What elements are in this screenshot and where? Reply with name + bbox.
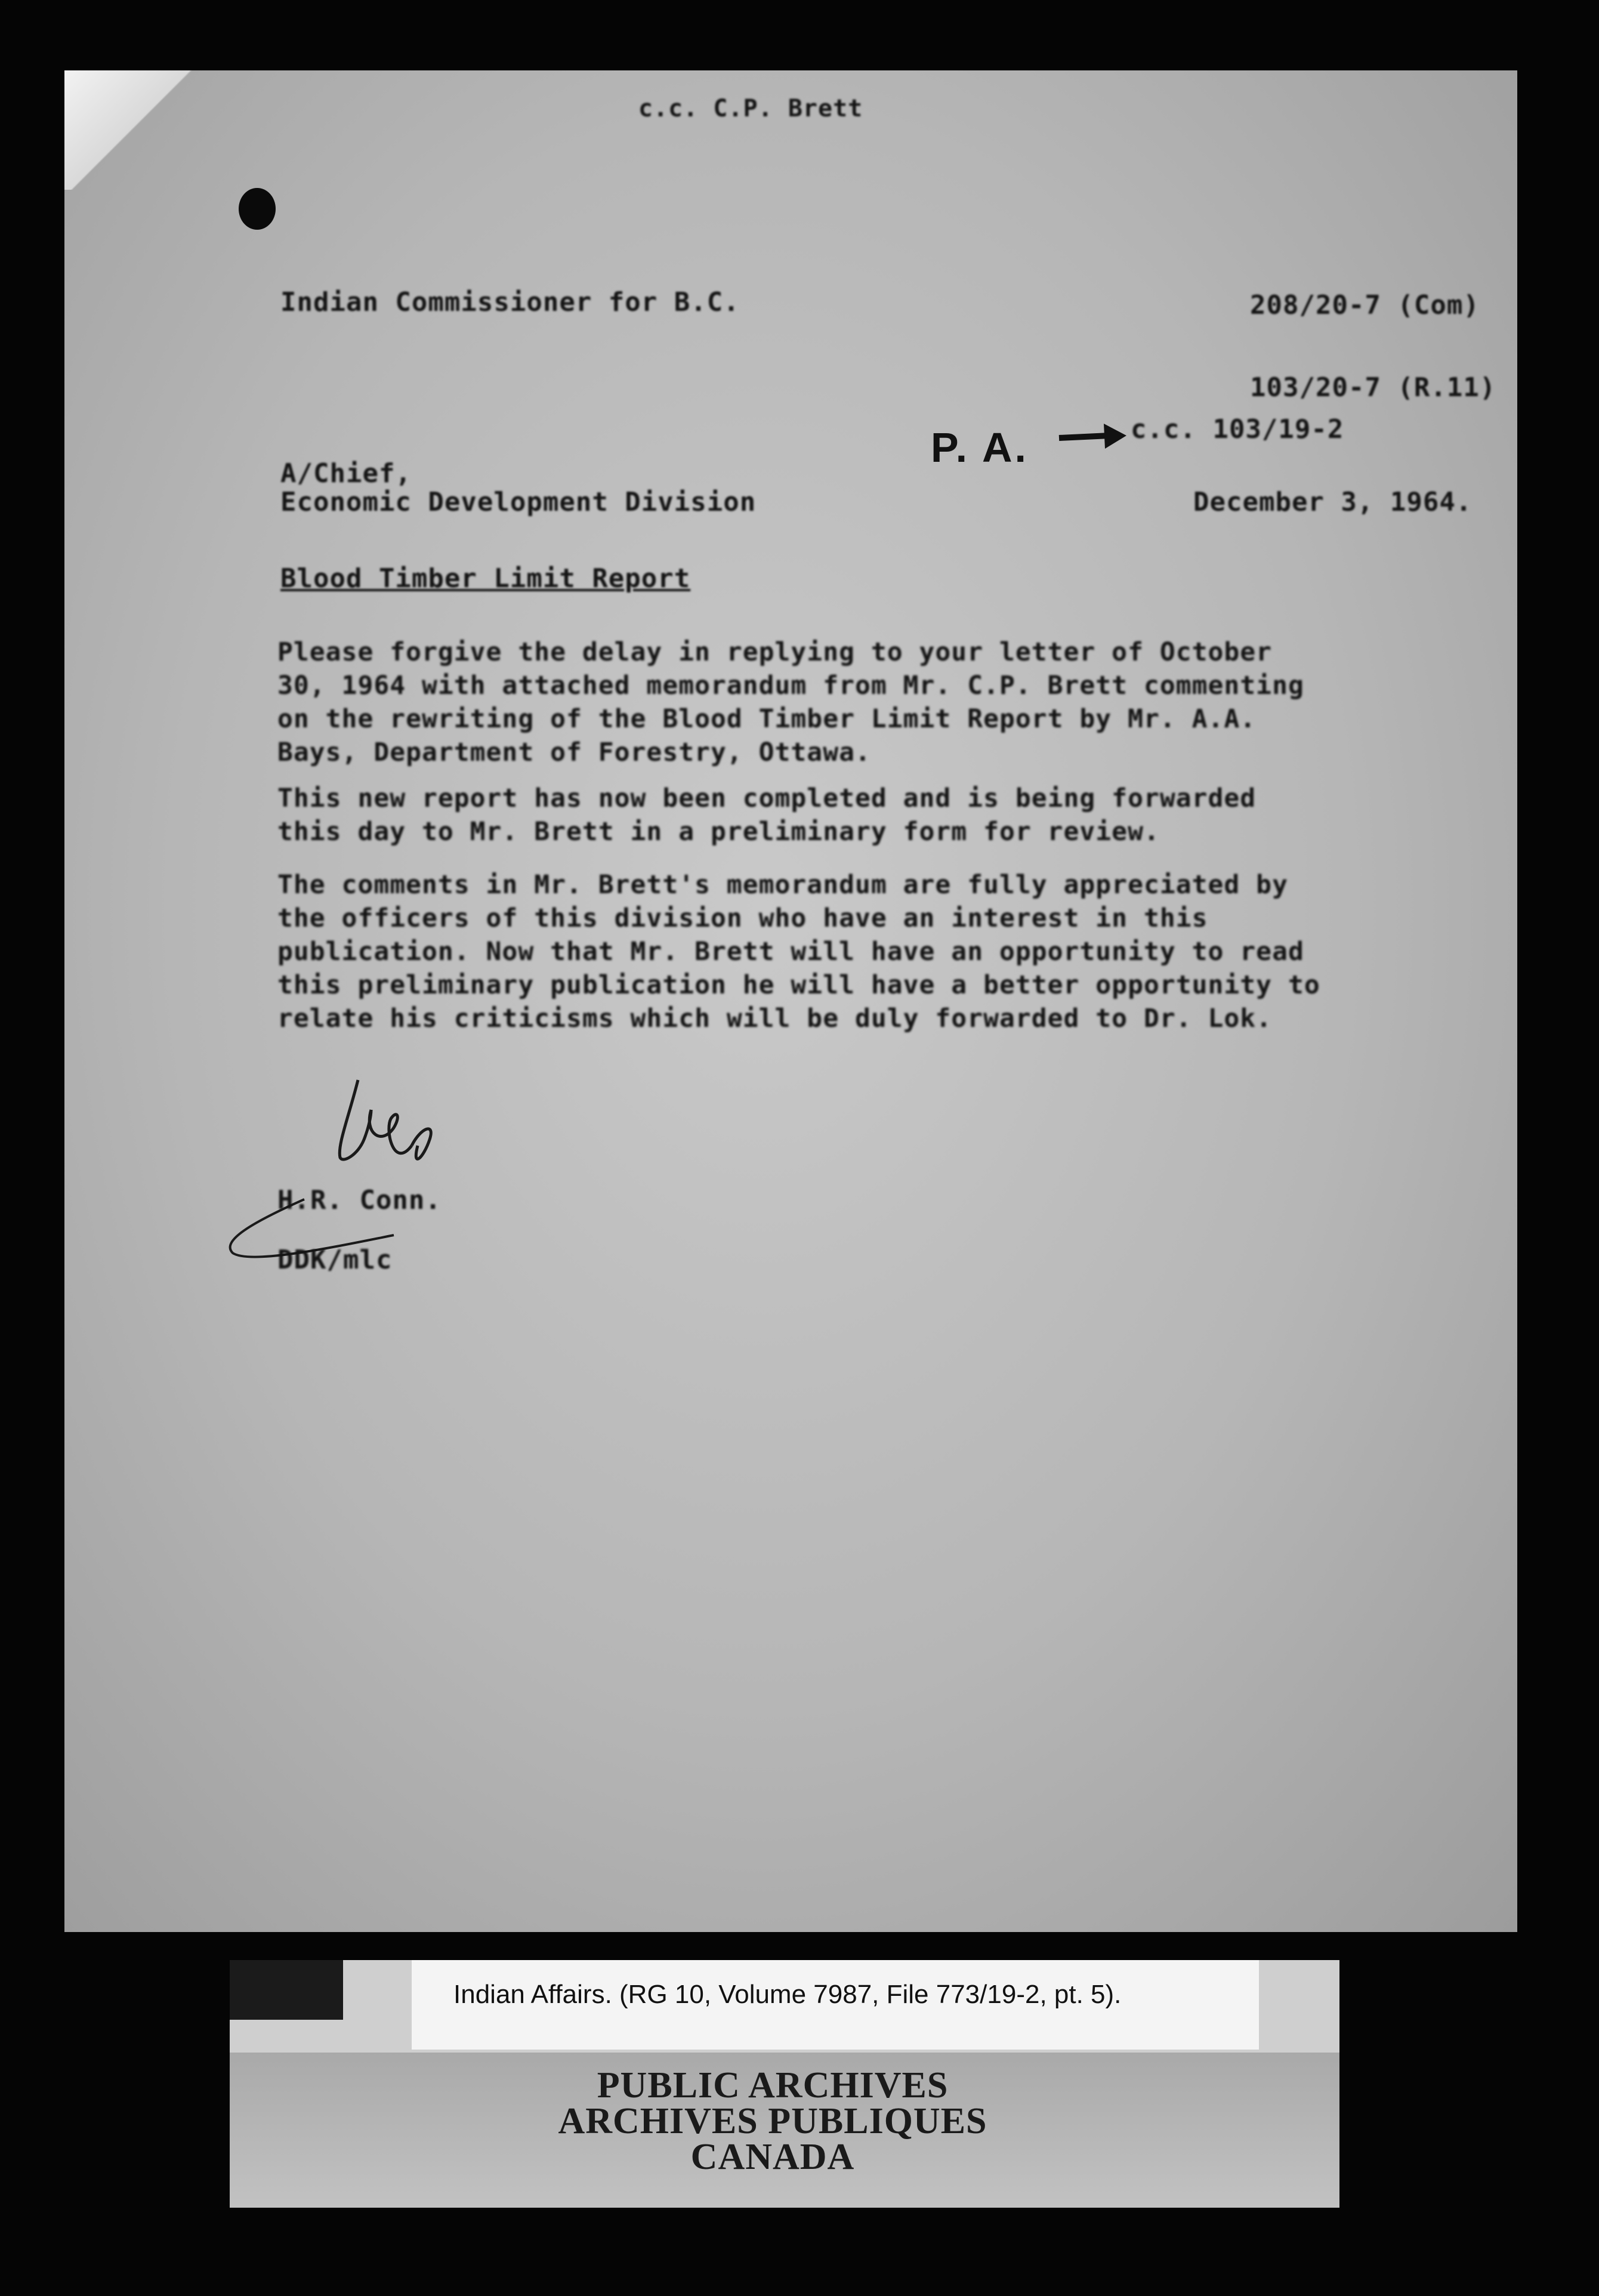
subject-line: Blood Timber Limit Report: [280, 563, 691, 594]
paragraph-2: This new report has now been completed and is being forwarded this day to Mr. Brett in a preliminary form for review.: [277, 783, 1257, 847]
punch-hole: [239, 188, 276, 230]
stamp-line-3: CANADA: [690, 2137, 855, 2177]
archive-reference-text: Indian Affairs. (RG 10, Volume 7987, File 773/19-2, pt. 5).: [453, 1980, 1122, 2009]
folded-corner: [64, 70, 196, 190]
stamp-line-2: ARCHIVES PUBLIQUES: [558, 2101, 987, 2141]
signer-name: H.R. Conn.: [277, 1185, 442, 1215]
cc-top-line: c.c. C.P. Brett: [638, 95, 863, 122]
recipient-title: A/Chief,: [280, 458, 412, 489]
arrow-icon: [1056, 419, 1128, 455]
file-number-1: 208/20-7 (Com): [1250, 290, 1480, 320]
handwritten-signature: [215, 1074, 489, 1275]
sender-line: Indian Commissioner for B.C.: [280, 287, 740, 317]
paragraph-1: Please forgive the delay in replying to your letter of October 30, 1964 with attached memorandum from Mr. C.P. Brett commenting on the rewriting of the Blood Timber Limit Report by Mr. A.A. Bays, Department of Forestry, Ottawa.: [277, 637, 1304, 767]
typist-initials: DDK/mlc: [277, 1245, 393, 1275]
stamp-line-1: PUBLIC ARCHIVES: [597, 2065, 949, 2106]
file-number-2: 103/20-7 (R.11): [1250, 372, 1496, 403]
cc-file-number: c.c. 103/19-2: [1131, 414, 1344, 445]
paragraph-3: The comments in Mr. Brett's memorandum are fully appreciated by the officers of this division who have an interest in this publication. Now that Mr. Brett will have an opportunity to read this preliminary publication he will have a better opportunity to relate his criticisms which will be duly forwarded to Dr. Lok.: [277, 870, 1320, 1033]
letter-date: December 3, 1964.: [1193, 487, 1473, 517]
pa-mark: P. A.: [931, 424, 1029, 471]
label-shadow: [230, 1960, 343, 2020]
recipient-division: Economic Development Division: [280, 487, 757, 517]
